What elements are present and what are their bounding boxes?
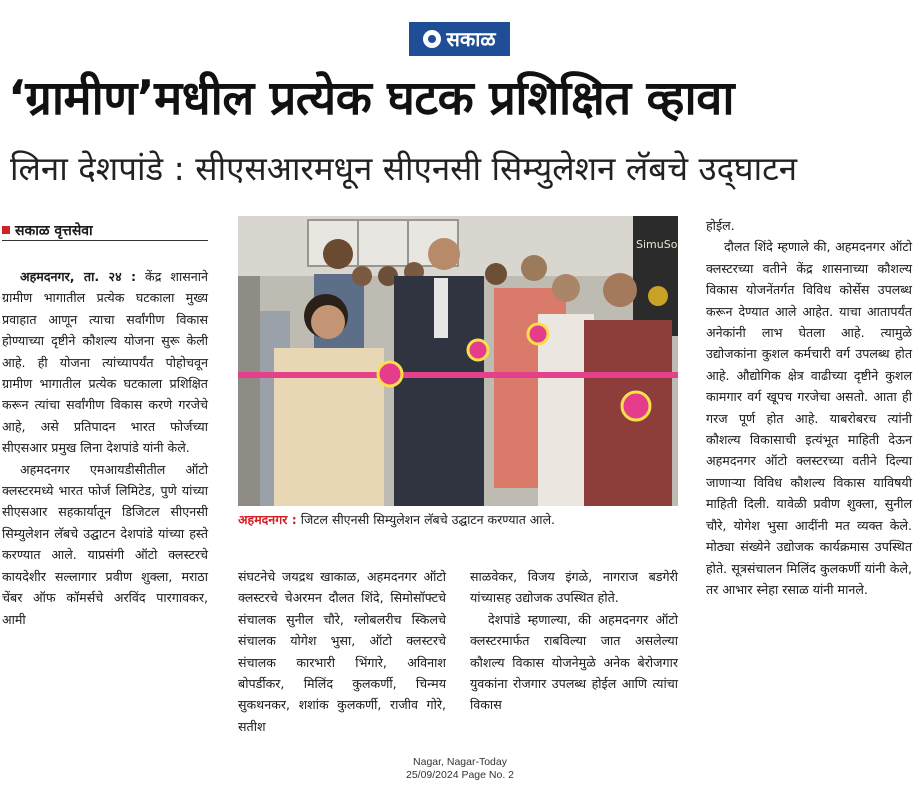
paragraph-text: केंद्र शासनाने ग्रामीण भागातील प्रत्येक घटकाला मुख्य प्रवाहात आणून त्याचा सर्वांगीण विकास होण्याच्या दृष्टीने कौशल्य योजना सुरू केली आहे. ही योजना त्यांच्यापर्यंत पोहोचवून ग्रामीण भागातील प्रत्येक घटकाला प्रशिक्षित करून त्यांचा सर्वांगीण विकास करणे गरजेचे आहे, असे प्रतिपादन भारत फोर्जच्या सीएसआर प्रमुख लिना देशपांडे यांनी केले. bbox=[2, 269, 208, 456]
emblem-icon bbox=[423, 30, 441, 48]
photo-caption bbox=[238, 510, 678, 530]
subheadline: लिना देशपांडे : सीएसआरमधून सीएनसी सिम्युलेशन लॅबचे उद्‌घाटन bbox=[10, 149, 798, 188]
paragraph bbox=[2, 266, 208, 459]
caption-place: अहमदनगर : bbox=[238, 512, 297, 527]
ribbon-cutting-photo bbox=[238, 216, 678, 506]
footer-edition: Nagar, Nagar-Today bbox=[413, 756, 507, 768]
article-column-3 bbox=[470, 566, 678, 716]
paragraph: दौलत शिंदे म्हणाले की, अहमदनगर ऑटो क्लस्टरच्या वतीने केंद्र शासनाच्या कौशल्य विकास योजनेंतर्गत विविध कोर्सेस उपलब्ध करून देण्यात आले आहेत. याचा आतापर्यंत अनेकांनी लाभ घेतला आहे. त्यामुळे उद्योजकांना कुशल कर्मचारी वर्ग उपलब्ध होत आहे. औद्योगिक क्षेत्र वाढीच्या दृष्टीने कुशल कामगार वर्ग खूपच गरजेचा असतो. आता ही गरज पूर्ण होत आहे. याबरोबरच त्यांनी कौशल्य विकासाची इत्यंभूत माहिती देऊन अहमदनगर ऑटो क्लस्टरच्या वतीने दिल्या जाणाऱ्या विविध कौशल्य विकास याविषयी माहिती दिली. यावेळी प्रवीण शुक्ला, सुनील चौरे, योगेश भुसा आदींनी मत व्यक्त केले. मोठ्या संख्येने उद्योजक कार्यक्रमास उपस्थित होते. सूत्रसंचालन मिलिंद कुलकर्णी यांनी केले, तर आभार स्नेहा रसाळ यांनी मानले. bbox=[706, 239, 912, 597]
page-footer bbox=[0, 756, 920, 782]
event-photo bbox=[238, 216, 678, 506]
red-square-icon bbox=[2, 226, 10, 234]
paragraph: साळवेकर, विजय इंगळे, नागराज बडगेरी यांच्यासह उद्योजक उपस्थित होते. bbox=[470, 569, 678, 606]
article-column-4 bbox=[706, 215, 912, 600]
article-column-1 bbox=[2, 266, 208, 630]
paragraph: अहमदनगर एमआयडीसीतील ऑटो क्लस्टरमध्ये भारत फोर्ज लिमिटेड, पुणे यांच्या सीएसआर सहकार्यातून डिजिटल सीएनसी सिम्युलेशन लॅबचे उद्घाटन देशपांडे यांच्या हस्ते करण्यात आले. याप्रसंगी ऑटो क्लस्टरचे कायदेशीर सल्लागार प्रवीण शुक्ला, मराठा चेंबर ऑफ कॉमर्सचे अरविंद पारगावकर, आमी bbox=[2, 461, 208, 627]
masthead-logo bbox=[409, 22, 510, 56]
footer-date-page: 25/09/2024 Page No. 2 bbox=[405, 769, 514, 781]
paragraph: होईल. bbox=[706, 218, 735, 233]
dateline: अहमदनगर, ता. २४ : bbox=[20, 269, 137, 284]
byline-text: सकाळ वृत्तसेवा bbox=[15, 222, 93, 239]
article-column-2 bbox=[238, 566, 446, 737]
paragraph: देशपांडे म्हणाल्या, की अहमदनगर ऑटो क्लस्टरमार्फत राबविल्या जात असलेल्या कौशल्य विकास योजनेमुळे अनेक बेरोजगार युवकांना रोजगार उपलब्ध होईल आणि त्यांचा विकास bbox=[470, 611, 678, 713]
caption-text: जिटल सीएनसी सिम्युलेशन लॅबचे उद्घाटन करण्यात आले. bbox=[300, 512, 556, 527]
photo-banner-text: SimuSo bbox=[636, 238, 678, 251]
headline: ‘ग्रामीण’मधील प्रत्येक घटक प्रशिक्षित व्हावा bbox=[8, 71, 734, 126]
masthead-name: सकाळ bbox=[446, 27, 496, 51]
byline bbox=[2, 220, 208, 241]
paragraph: संघटनेचे जयद्रथ खाकाळ, अहमदनगर ऑटो क्लस्टरचे चेअरमन दौलत शिंदे, सिमोसॉफ्टचे संचालक सुनील चौरे, ग्लोबलरीच स्किलचे संचालक योगेश भुसा, ऑटो क्लस्टरचे संचालक कारभारी भिंगारे, अविनाश बोपर्डीकर, मिलिंद कुलकर्णी, चिन्मय सुकथनकर, शशांक कुलकर्णी, राजीव गोरे, सतीश bbox=[238, 569, 446, 734]
